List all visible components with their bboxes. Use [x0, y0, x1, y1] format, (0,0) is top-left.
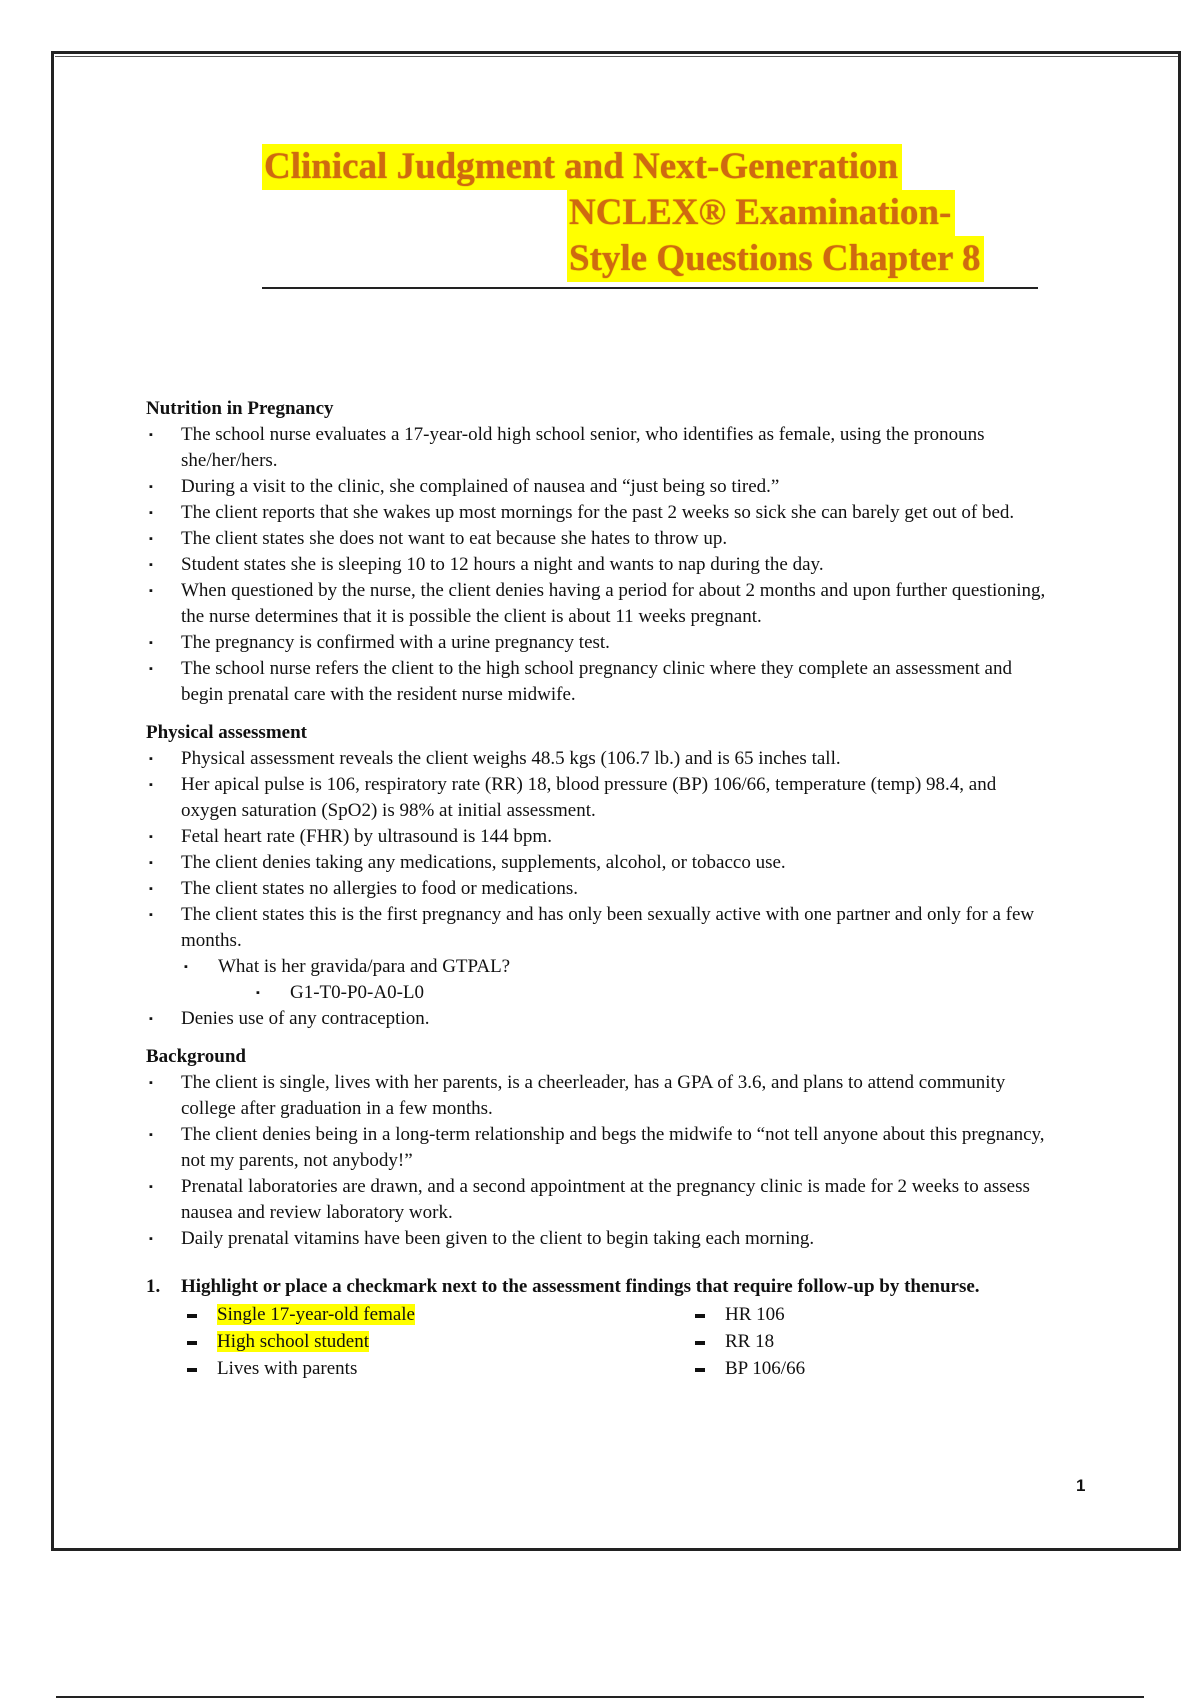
title-line-2: NCLEX® Examination- — [567, 190, 955, 236]
section-heading-physical-assessment: Physical assessment — [146, 722, 307, 743]
list-item: ▪ The school nurse evaluates a 17-year-old high school senior, who identifies as female, using the pronouns she/her/hers. — [146, 422, 1046, 474]
title-underline — [262, 287, 1038, 289]
option-rr-18[interactable] — [692, 1329, 805, 1356]
option-single-17-year-old-female[interactable] — [184, 1302, 415, 1329]
question-1-options — [146, 1302, 1046, 1386]
section-heading-nutrition: Nutrition in Pregnancy — [146, 398, 334, 419]
list-item: ▪ When questioned by the nurse, the client denies having a period for about 2 months and upon further questioning, the nurse determines that it is possible the client is about 11 weeks pregnant. — [146, 578, 1046, 630]
title-line-3: Style Questions Chapter 8 — [567, 236, 984, 282]
list-item: ▪ The client states no allergies to food or medications. — [146, 876, 1046, 902]
list-item: ▪ The client is single, lives with her parents, is a cheerleader, has a GPA of 3.6, and plans to attend community college after graduation in a few months. — [146, 1070, 1046, 1122]
section-heading-background: Background — [146, 1046, 246, 1067]
list-item: ▪ The pregnancy is confirmed with a urine pregnancy test. — [146, 630, 1046, 656]
document-title — [262, 144, 1038, 290]
list-item: ▪ The client reports that she wakes up most mornings for the past 2 weeks so sick she can barely get out of bed. — [146, 500, 1046, 526]
option-label: Single 17-year-old female — [217, 1304, 415, 1325]
list-item: ▪ Student states she is sleeping 10 to 12 hours a night and wants to nap during the day. — [146, 552, 1046, 578]
option-label: Lives with parents — [217, 1358, 358, 1379]
list-item: ▪ Fetal heart rate (FHR) by ultrasound is 144 bpm. — [146, 824, 1046, 850]
list-item: ▪ Physical assessment reveals the client weighs 48.5 kgs (106.7 lb.) and is 65 inches tall. — [146, 746, 1046, 772]
option-label: RR 18 — [725, 1331, 775, 1352]
option-label: BP 106/66 — [725, 1358, 806, 1379]
page-border-inner-line — [55, 56, 1178, 57]
title-line-1: Clinical Judgment and Next-Generation — [262, 144, 902, 190]
list-item: ▪ Denies use of any contraception. — [146, 1006, 1046, 1032]
next-page-edge — [56, 1696, 1144, 1698]
list-item: ▪ The school nurse refers the client to the high school pregnancy clinic where they complete an assessment and begin prenatal care with the resident nurse midwife. — [146, 656, 1046, 708]
option-lives-with-parents[interactable] — [184, 1356, 415, 1383]
list-item: ▪ Her apical pulse is 106, respiratory rate (RR) 18, blood pressure (BP) 106/66, temperature (temp) 98.4, and oxygen saturation (SpO2) is 98% at initial assessment. — [146, 772, 1046, 824]
gtpal-answer: ▪ G1-T0-P0-A0-L0 — [146, 980, 1046, 1006]
question-text: Highlight or place a checkmark next to the assessment findings that require follow-up by thenurse. — [181, 1276, 980, 1297]
document-body — [146, 396, 1046, 1386]
options-column-left — [184, 1302, 415, 1383]
list-item: ▪ Daily prenatal vitamins have been given to the client to begin taking each morning. — [146, 1226, 1046, 1252]
physical-assessment-list — [146, 746, 1046, 954]
question-1 — [146, 1274, 1046, 1300]
option-label: HR 106 — [725, 1304, 785, 1325]
page-number: 1 — [1076, 1476, 1086, 1495]
physical-assessment-list-continued — [146, 1006, 1046, 1032]
option-bp-106-66[interactable] — [692, 1356, 805, 1383]
options-column-right — [692, 1302, 805, 1383]
list-item: ▪ Prenatal laboratories are drawn, and a second appointment at the pregnancy clinic is made for 2 weeks to assess nausea and review laboratory work. — [146, 1174, 1046, 1226]
gtpal-answer-list — [146, 980, 1046, 1006]
gtpal-question-list — [146, 954, 1046, 980]
option-high-school-student[interactable] — [184, 1329, 415, 1356]
gtpal-question: ▪ What is her gravida/para and GTPAL? — [146, 954, 1046, 980]
list-item: ▪ The client states this is the first pregnancy and has only been sexually active with one partner and only for a few months. — [146, 902, 1046, 954]
list-item: ▪ The client denies being in a long-term relationship and begs the midwife to “not tell anyone about this pregnancy, not my parents, not anybody!” — [146, 1122, 1046, 1174]
list-item: ▪ The client denies taking any medications, supplements, alcohol, or tobacco use. — [146, 850, 1046, 876]
option-hr-106[interactable] — [692, 1302, 805, 1329]
question-number: 1. — [146, 1276, 161, 1297]
option-label: High school student — [217, 1331, 369, 1352]
background-list — [146, 1070, 1046, 1252]
list-item: ▪ During a visit to the clinic, she complained of nausea and “just being so tired.” — [146, 474, 1046, 500]
list-item: ▪ The client states she does not want to eat because she hates to throw up. — [146, 526, 1046, 552]
nutrition-list — [146, 422, 1046, 708]
